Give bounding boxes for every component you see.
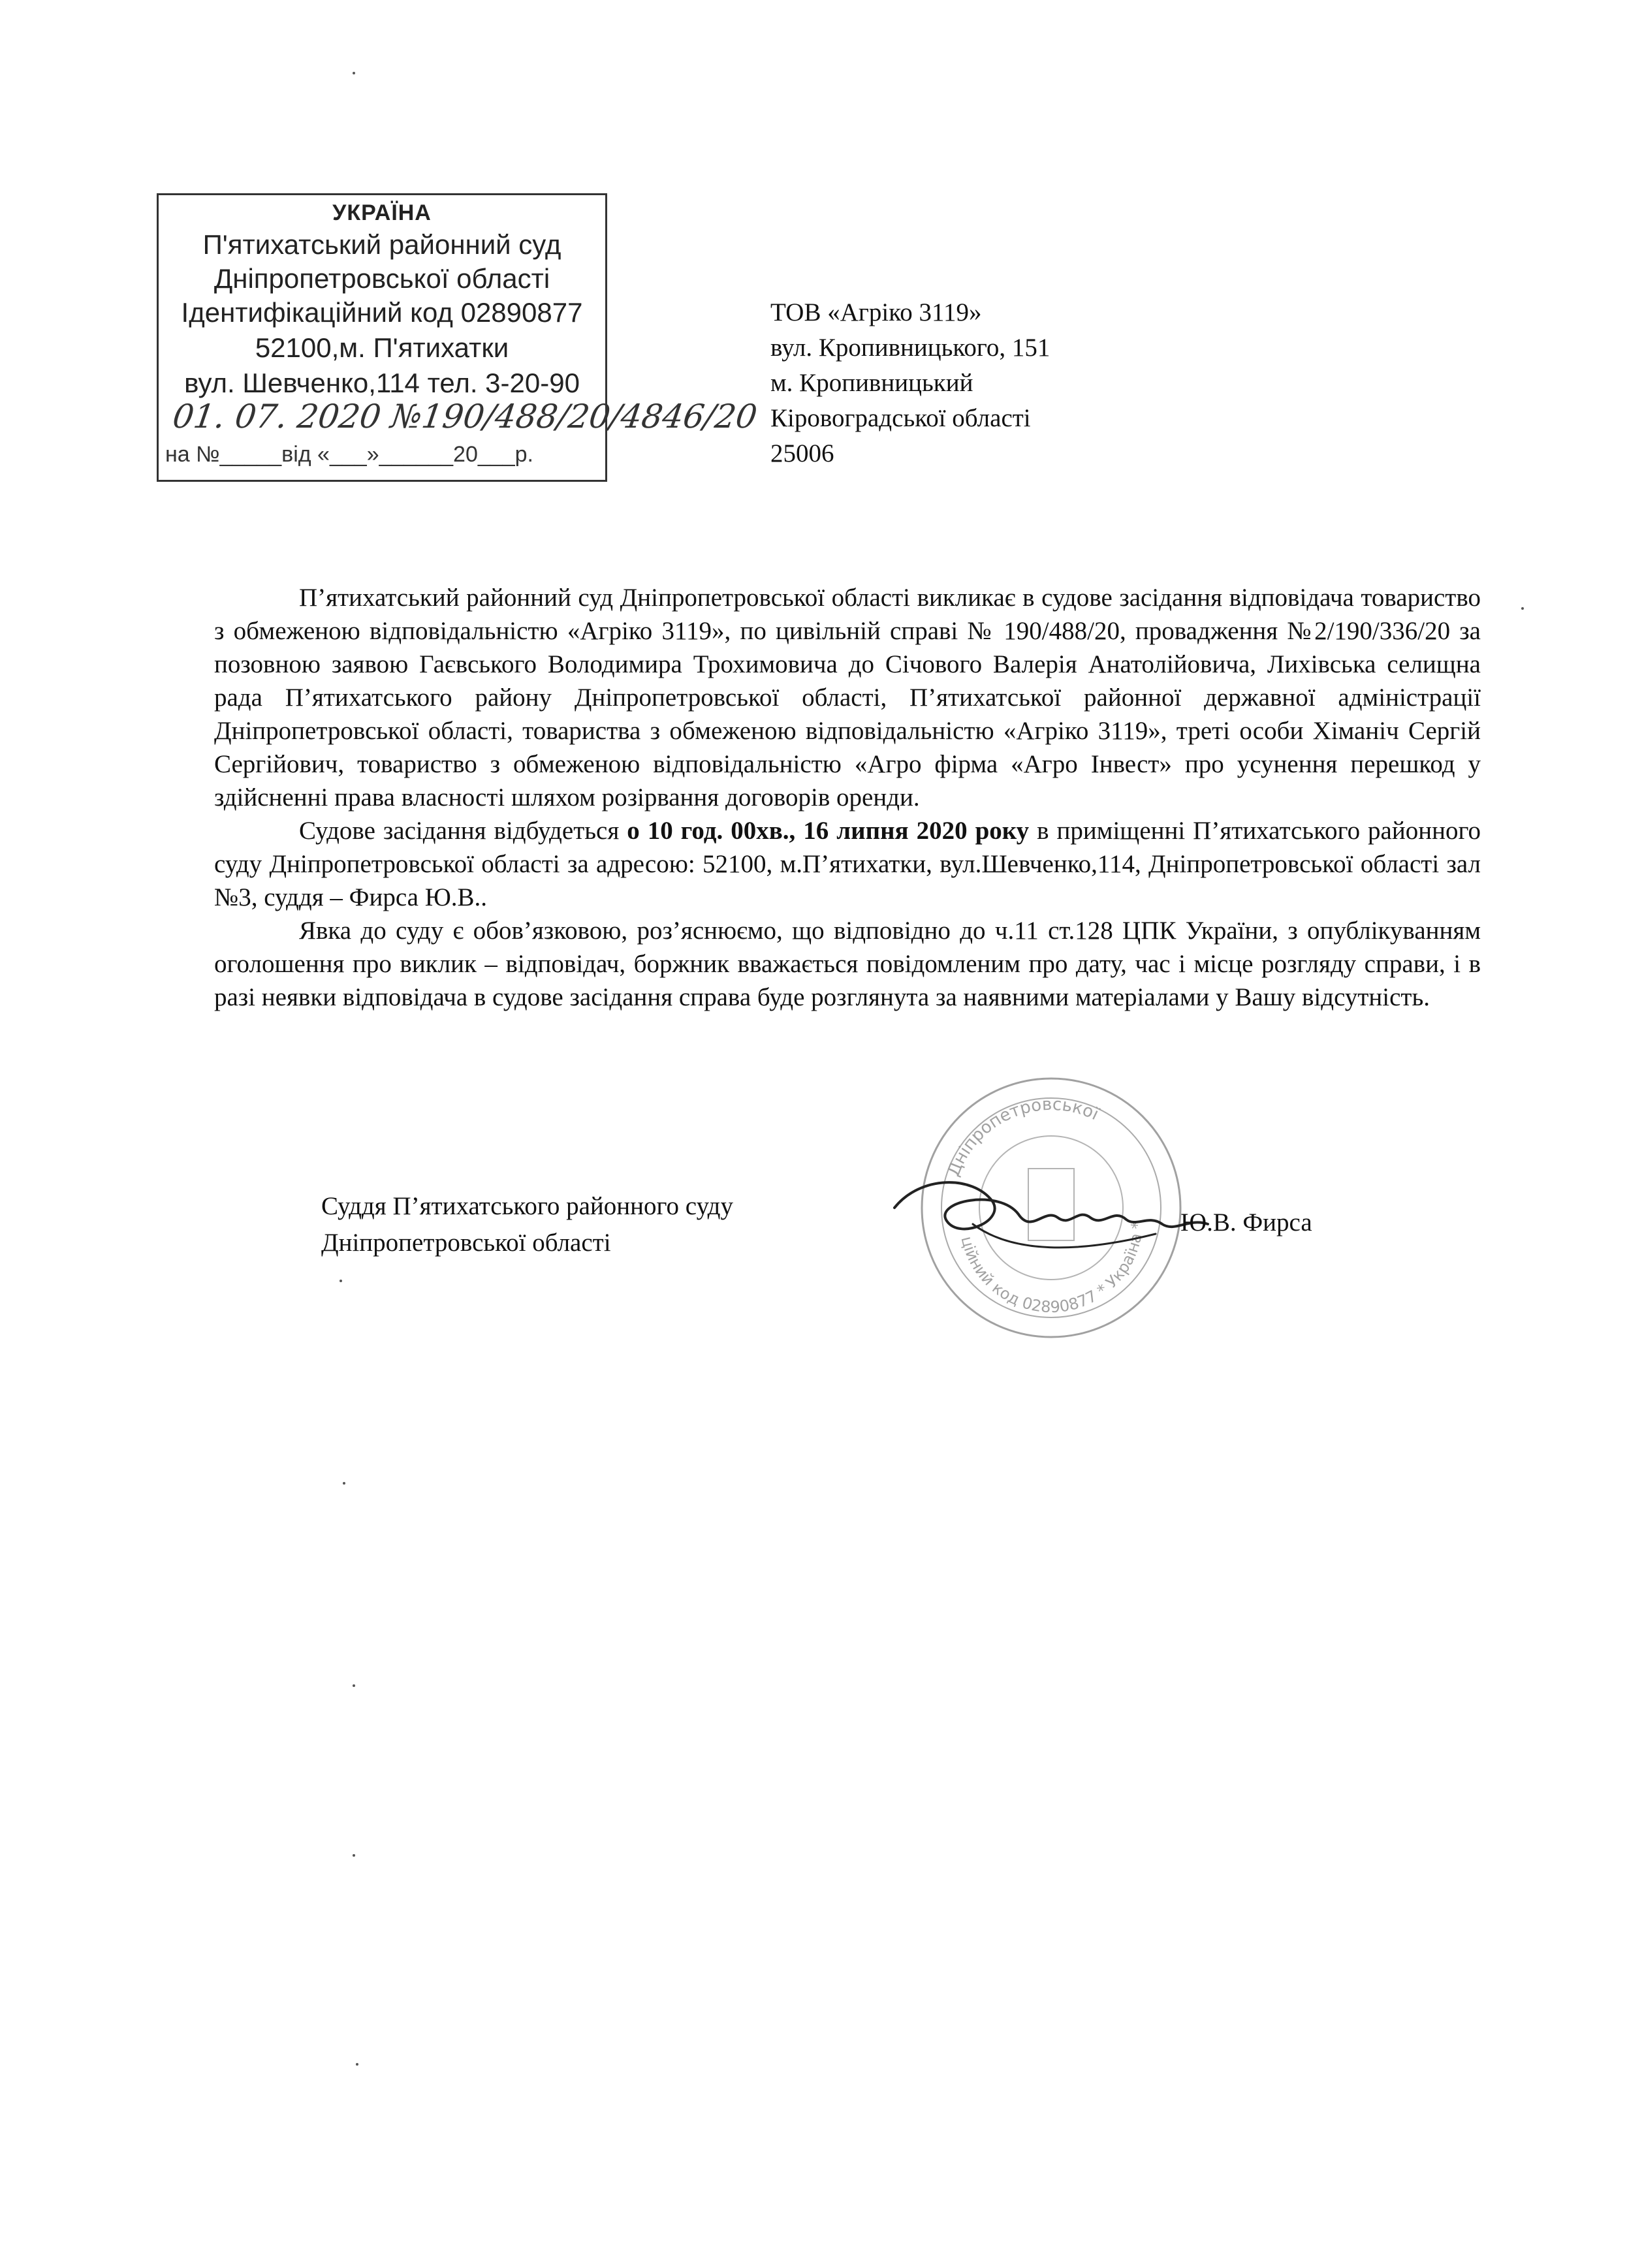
stamp-court-name: П'ятихатський районний суд [202, 229, 561, 260]
hearing-text-start: Судове засідання відбудеться [299, 817, 627, 845]
stamp-country: УКРАЇНА [332, 200, 432, 225]
court-stamp [157, 193, 760, 482]
paragraph-summons: П’ятихатський районний суд Дніпропетровської області викликає в судове засідання відповідача товариство з обмеженою відповідальністю «Агріко 3119», по цивільній справі № 190/488/20, провадження №2/190/336/20 за позовною заявою Гаєвського Володимира Трохимовича до Січового Валерія Анатолійовича, Лихівська селищна рада П’ятихатського району Дніпропетровської області, П’ятихатської районної державної адміністрації Дніпропетровської області, товариства з обмеженою відповідальністю «Агріко 3119», треті особи Хіманіч Сергій Сергійович, товариство з обмеженою відповідальністю «Агро фірма «Агро Інвест» про усунення перешкод у здійсненні права власності шляхом розірвання договорів оренди. [214, 584, 1481, 811]
recipient-city: м. Кропивницький [770, 369, 973, 397]
signature-title [321, 1188, 733, 1261]
scan-speck [340, 1280, 342, 1282]
recipient-address [770, 295, 1050, 471]
stamp-region: Дніпропетровської області [213, 263, 550, 294]
scan-speck [353, 72, 355, 74]
recipient-street: вул. Кропивницького, 151 [770, 334, 1050, 362]
scan-speck [1521, 607, 1524, 610]
seal-text-top: Дніпропетровської [943, 1094, 1102, 1180]
stamp-street: вул. Шевченко,114 тел. 3-20-90 [184, 368, 580, 398]
signature-title-line2: Дніпропетровської області [321, 1229, 611, 1257]
scan-speck [343, 1482, 345, 1485]
recipient-region: Кіровоградської області [770, 404, 1031, 432]
signature-title-line1: Суддя П’ятихатського районного суду [321, 1192, 733, 1220]
stamp-handwritten-number: 01. 07. 2020 №190/488/20/4846/20 [170, 398, 760, 435]
paragraph-hearing [214, 814, 1481, 914]
judge-name: Ю.В. Фирса [1180, 1208, 1312, 1236]
stamp-id-code: Ідентифікаційний код 02890877 [181, 297, 583, 328]
stamp-city: 52100,м. П'ятихатки [255, 332, 509, 363]
paragraph-attendance: Явка до суду є обов’язковою, роз’яснюємо, що відповідно до ч.11 ст.128 ЦПК України, з опублікуванням оголошення про виклик – відповідач, боржник вважається повідомленим про дату, час і місце розгляду справи, і в разі неявки відповідача в судове засідання справа буде розглянута за наявними матеріалами у Вашу відсутність. [214, 917, 1481, 1011]
hearing-text-end: в приміщенні П’ятихатського районного суду Дніпропетровської області за адресою: 52100, м.П’ятихатки, вул.Шевченко,114, Дніпропетровської області зал №3, суддя – Фирса Ю.В.. [214, 817, 1481, 911]
stamp-reference-line: на №_____від «___»______20___р. [165, 442, 533, 467]
hearing-date-time: о 10 год. 00хв., 16 липня 2020 року [627, 817, 1030, 845]
scan-speck [353, 1684, 355, 1687]
recipient-postcode: 25006 [770, 439, 834, 467]
recipient-name: ТОВ «Агріко 3119» [770, 298, 982, 326]
seal-text-bottom: ційний код 02890877 * Україна * [957, 1221, 1147, 1317]
letter-body [214, 581, 1481, 1014]
scan-speck [353, 1854, 355, 1857]
scan-speck [356, 2063, 358, 2066]
